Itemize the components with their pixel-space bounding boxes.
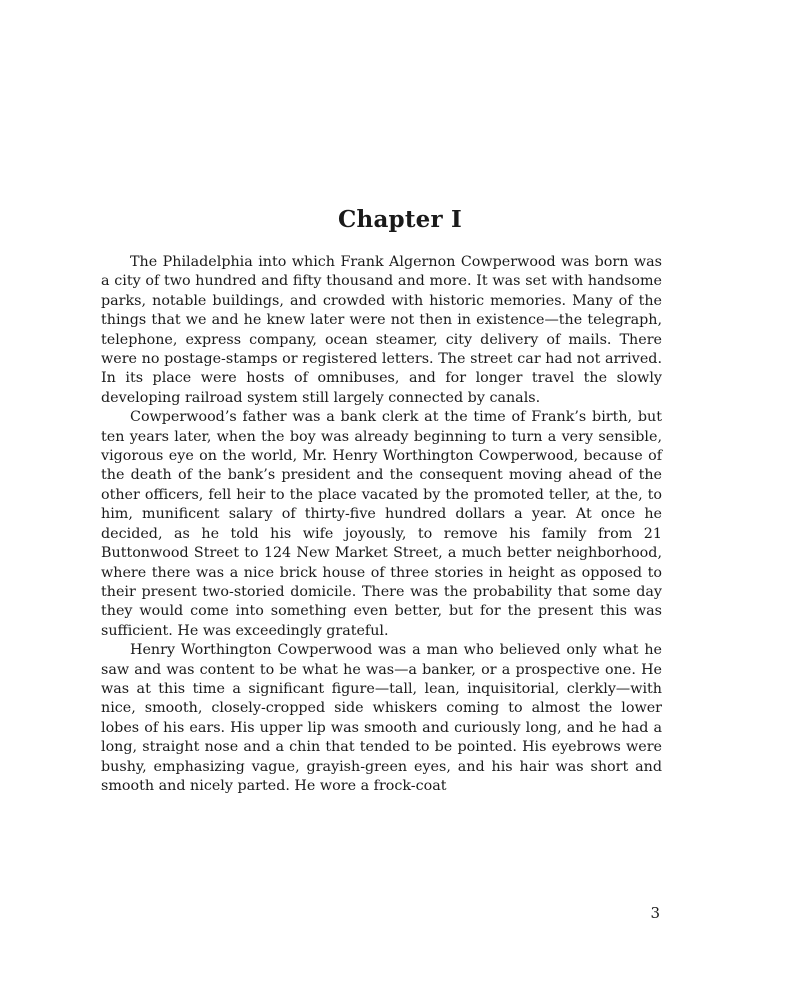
page-number: 3 <box>650 904 660 922</box>
paragraph: Henry Worthington Cowperwood was a man who believed only what he saw and was content to be what he was—a banker, or a prospective one. He was at this time a significant figure—tall, lean, inquisitorial, clerkly—with nice, smooth, closely-cropped side whiskers coming to almost the lower lobes of his ears. His upper lip was smooth and curiously long, and he had a long, straight nose and a chin that tended to be pointed. His eyebrows were bushy, emphasizing vague, grayish-green eyes, and his hair was short and smooth and nicely parted. He wore a frock-coat <box>101 642 662 794</box>
chapter-title: Chapter I <box>338 206 462 233</box>
chapter-body <box>101 253 662 796</box>
paragraph: The Philadelphia into which Frank Algernon Cowperwood was born was a city of two hundred and fifty thousand and more. It was set with handsome parks, notable buildings, and crowded with historic memories. Many of the things that we and he knew later were not then in existence—the telegraph, telephone, express company, ocean steamer, city delivery of mails. There were no postage-stamps or registered letters. The street car had not arrived. In its place were hosts of omnibuses, and for longer travel the slowly developing railroad system still largely connected by canals. <box>101 254 662 406</box>
paragraph: Cowperwood’s father was a bank clerk at the time of Frank’s birth, but ten years later, when the boy was already beginning to turn a very sensible, vigorous eye on the world, Mr. Henry Worthington Cowperwood, because of the death of the bank’s president and the consequent moving ahead of the other officers, fell heir to the place vacated by the promoted teller, at the, to him, munificent salary of thirty-five hundred dollars a year. At once he decided, as he told his wife joyously, to remove his family from 21 Buttonwood Street to 124 New Market Street, a much better neighborhood, where there was a nice brick house of three stories in height as opposed to their present two-storied domicile. There was the probability that some day they would come into something even better, but for the present this was sufficient. He was exceedingly grateful. <box>101 409 662 639</box>
